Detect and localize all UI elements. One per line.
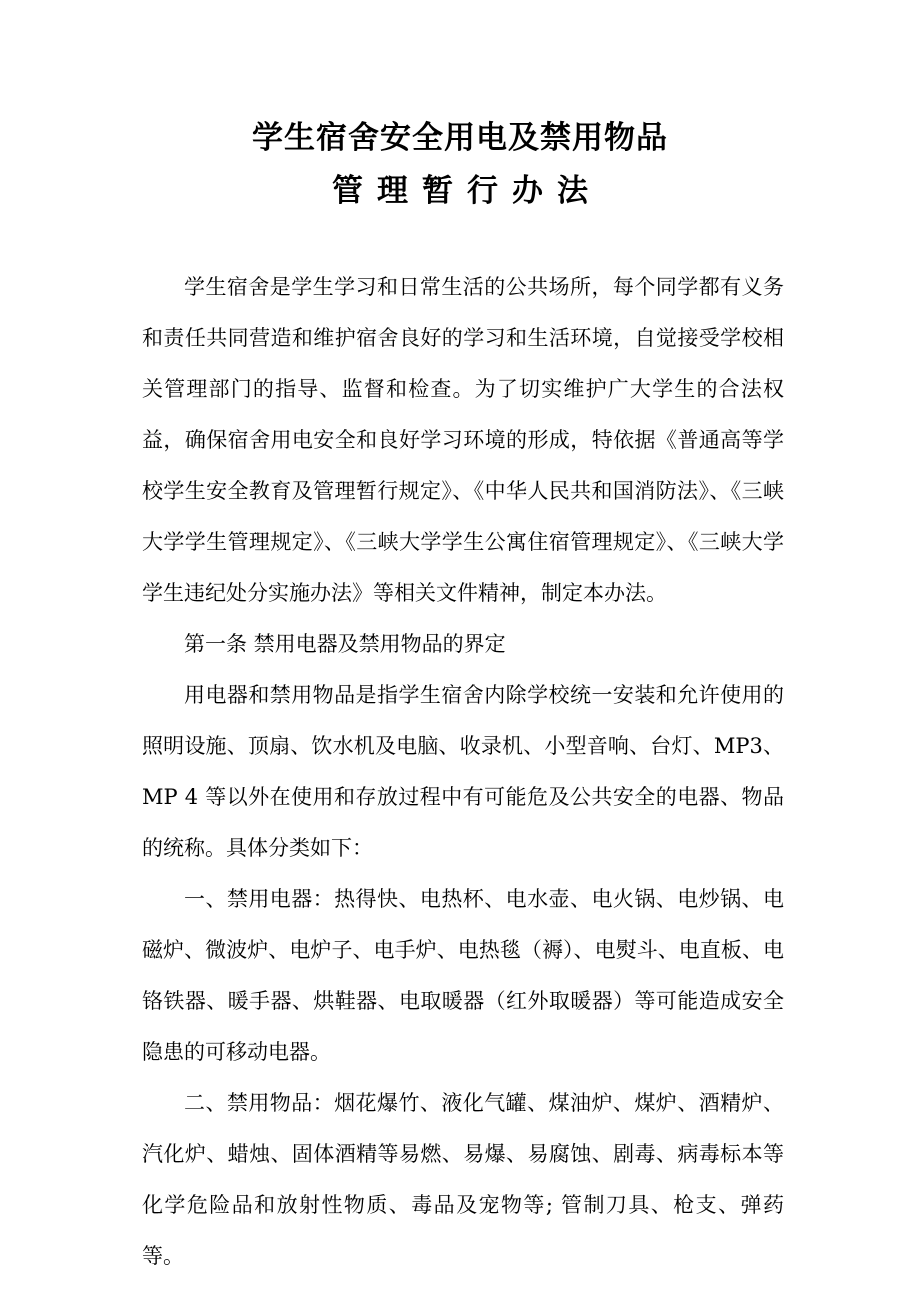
banned-appliances-paragraph: 一、禁用电器：热得快、电热杯、电水壶、电火锅、电炒锅、电磁炉、微波炉、电炉子、电手炉、电热毯（褥）、电熨斗、电直板、电铬铁器、暖手器、烘鞋器、电取暖器（红外取暖器）等可能造成安全隐患的可移动电器。 xyxy=(142,887,784,1064)
document-title-line1: 学生宿舍安全用电及禁用物品 xyxy=(252,120,668,156)
article-one-heading: 第一条 禁用电器及禁用物品的界定 xyxy=(184,632,506,656)
definition-paragraph: 用电器和禁用物品是指学生宿舍内除学校统一安装和允许使用的照明设施、顶扇、饮水机及电脑、收录机、小型音响、台灯、MP3、MP 4 等以外在使用和存放过程中有可能危及公共安全的电器、物品的统称。具体分类如下： xyxy=(142,683,784,860)
intro-paragraph: 学生宿舍是学生学习和日常生活的公共场所，每个同学都有义务和责任共同营造和维护宿舍良好的学习和生活环境，自觉接受学校相关管理部门的指导、监督和检查。为了切实维护广大学生的合法权益，确保宿舍用电安全和良好学习环境的形成，特依据《普通高等学校学生安全教育及管理暂行规定》、《中华人民共和国消防法》、《三峡大学学生管理规定》、《三峡大学学生公寓住宿管理规定》、《三峡大学学生违纪处分实施办法》等相关文件精神，制定本办法。 xyxy=(142,275,784,605)
banned-items-paragraph: 二、禁用物品：烟花爆竹、液化气罐、煤油炉、煤炉、酒精炉、汽化炉、蜡烛、固体酒精等易燃、易爆、易腐蚀、剧毒、病毒标本等化学危险品和放射性物质、毒品及宠物等; 管制刀具、枪支、弹药等。 xyxy=(142,1091,784,1268)
document-title-line2: 管理暂行办法 xyxy=(332,173,602,209)
document-body xyxy=(142,262,784,1282)
